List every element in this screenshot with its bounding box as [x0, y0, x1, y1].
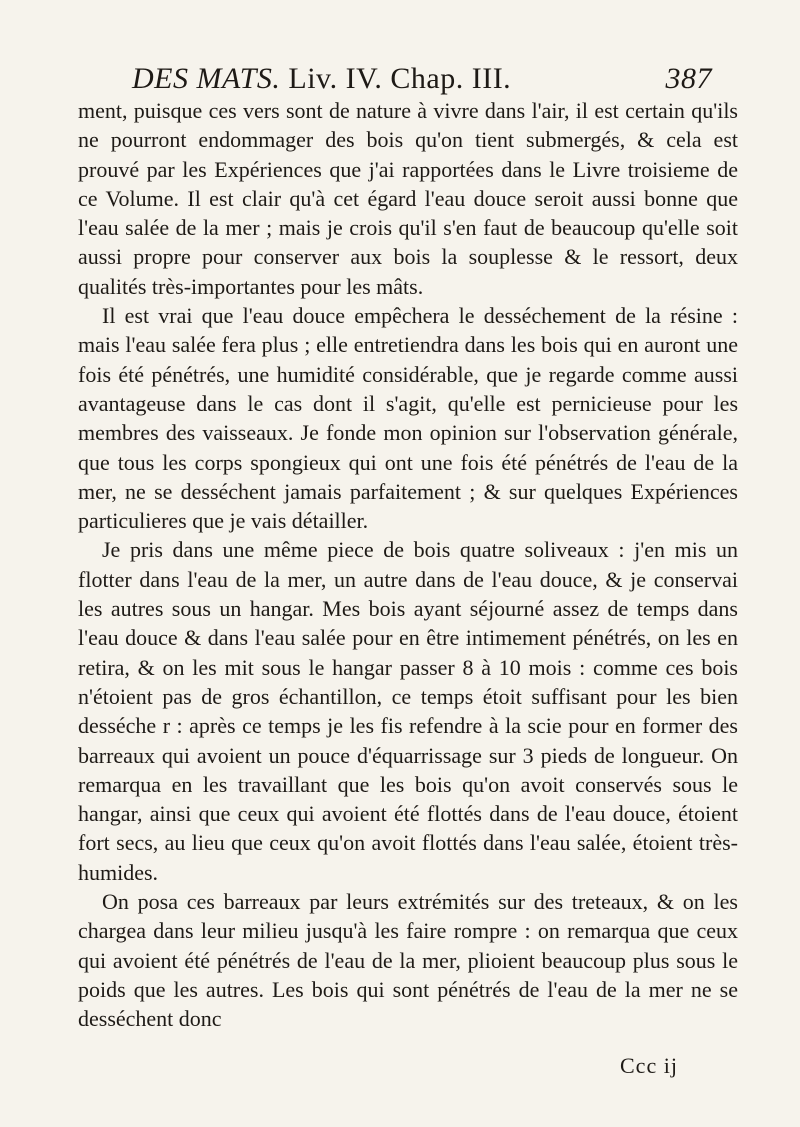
signature-mark: Ccc ij — [620, 1053, 678, 1078]
paragraph: Je pris dans une même piece de bois quatre soliveaux : j'en mis un flotter dans l'eau de la mer, un autre dans de l'eau douce, & je conservai les autres sous un hangar. Mes bois ayant séjourné assez de temps dans l'eau douce & dans l'eau salée pour en être intimement pénétrés, on les en retira, & on les mit sous le hangar passer 8 à 10 mois : comme ces bois n'étoient pas de gros échantillon, ce temps étoit suffisant pour les bien desséche r : après ce temps je les fis refendre à la scie pour en former des barreaux qui avoient un pouce d'équarrissage sur 3 pieds de longueur. On remarqua en les travaillant que les bois qu'on avoit conservés sous le hangar, ainsi que ceux qui avoient été flottés dans de l'eau douce, étoient fort secs, au lieu que ceux qu'on avoit flottés dans l'eau salée, étoient très-humides. — [78, 537, 738, 885]
running-title: DES MATS. — [132, 62, 281, 95]
page-number: 387 — [665, 62, 712, 95]
body-text — [78, 96, 738, 1034]
paragraph: On posa ces barreaux par leurs extrémités sur des treteaux, & on les chargea dans leur milieu jusqu'à les faire rompre : on remarqua que ceux qui avoient été pénétrés de l'eau de la mer, plioient beaucoup plus sous le poids que les autres. Les bois qui sont pénétrés de l'eau de la mer ne se desséchent donc — [78, 889, 738, 1032]
book-chapter-label: Liv. IV. Chap. III. — [288, 62, 512, 95]
paragraph: Il est vrai que l'eau douce empêchera le desséchement de la résine : mais l'eau salée fera plus ; elle entretiendra dans les bois qui en auront une fois été pénétrés, une humidité considérable, que je regarde comme aussi avantageuse dans le cas dont il s'agit, qu'elle est pernicieuse pour les membres des vaisseaux. Je fonde mon opinion sur l'observation générale, que tous les corps spongieux qui ont une fois été pénétrés de l'eau de la mer, ne se desséchent jamais parfaitement ; & sur quelques Expériences particulieres que je vais détailler. — [78, 303, 738, 534]
paragraph: ment, puisque ces vers sont de nature à vivre dans l'air, il est certain qu'ils ne pourront endommager des bois qu'on tient submergés, & cela est prouvé par les Expériences que j'ai rapportées dans le Livre troisieme de ce Volume. Il est clair qu'à cet égard l'eau douce seroit aussi bonne que l'eau salée de la mer ; mais je crois qu'il s'en faut de beaucoup qu'elle soit aussi propre pour conserver aux bois la souplesse & le ressort, deux qualités très-importantes pour les mâts. — [78, 98, 738, 299]
